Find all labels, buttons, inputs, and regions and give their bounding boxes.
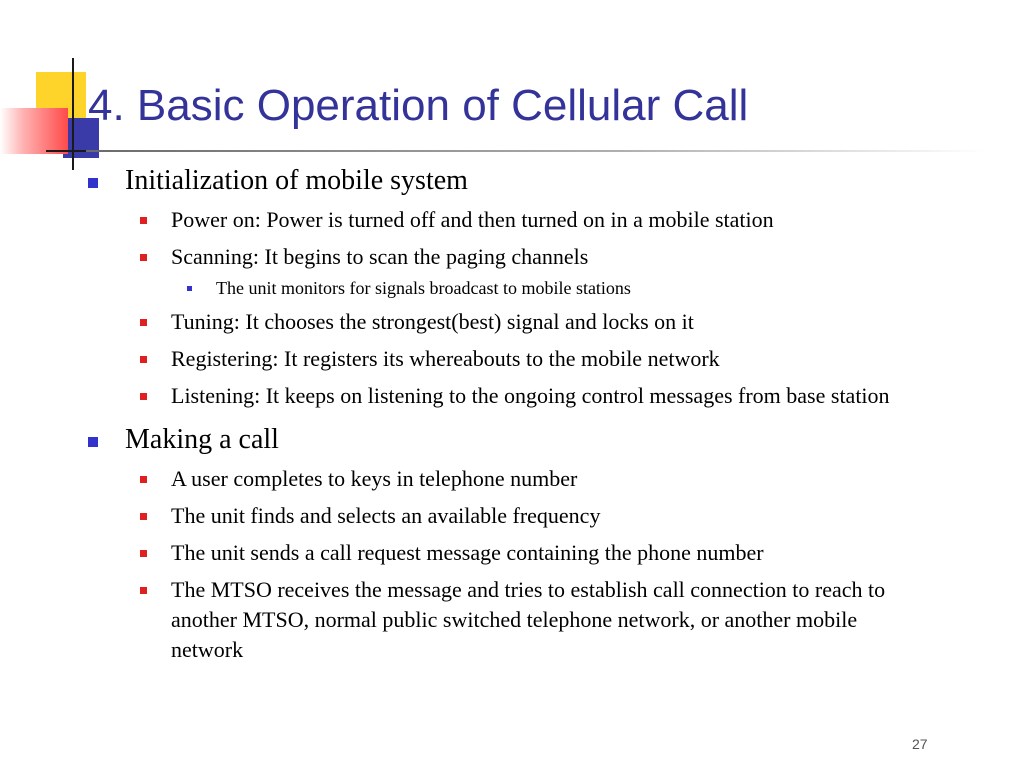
list-item-text: Scanning: It begins to scan the paging channels [171,244,589,269]
list-item [140,501,968,531]
bullet-content [88,160,968,665]
square-bullet-icon [140,254,147,261]
list-item [140,538,968,568]
list-item-text: Listening: It keeps on listening to the ongoing control messages from base station [171,383,890,408]
square-bullet-icon [140,513,147,520]
section-heading-text: Making a call [125,424,279,455]
square-bullet-icon [140,476,147,483]
list-item [140,307,968,337]
square-bullet-icon [140,587,147,594]
list-item [140,575,968,665]
square-bullet-icon [140,217,147,224]
slide-title: 4. Basic Operation of Cellular Call [88,81,749,130]
square-bullet-icon [88,178,98,188]
red-gradient-decoration [0,108,68,154]
square-bullet-icon [140,319,147,326]
section-heading [88,164,968,198]
title-underline [86,150,986,152]
square-bullet-icon [140,550,147,557]
square-bullet-icon [187,286,192,291]
sub-list-item [187,276,968,300]
square-bullet-icon [88,437,98,447]
square-bullet-icon [140,356,147,363]
square-bullet-icon [140,393,147,400]
list-item [140,205,968,235]
list-item [140,344,968,374]
list-item-text: Power on: Power is turned off and then turned on in a mobile station [171,207,774,232]
section-heading-text: Initialization of mobile system [125,165,468,196]
section-heading [88,423,968,457]
list-item-text: Registering: It registers its whereabouts to the mobile network [171,346,720,371]
list-item-text: The unit sends a call request message containing the phone number [171,540,764,565]
list-item-text: The unit finds and selects an available frequency [171,503,601,528]
list-item [140,381,968,411]
sub-list-item-text: The unit monitors for signals broadcast to mobile stations [216,278,631,298]
vertical-line-decoration [72,58,74,170]
list-item-text: The MTSO receives the message and tries to establish call connection to reach to another MTSO, normal public switched telephone network, or another mobile network [171,577,886,662]
list-item [140,242,968,272]
list-item-text: A user completes to keys in telephone number [171,466,578,491]
list-item [140,464,968,494]
page-number: 27 [912,736,928,752]
list-item-text: Tuning: It chooses the strongest(best) signal and locks on it [171,309,694,334]
